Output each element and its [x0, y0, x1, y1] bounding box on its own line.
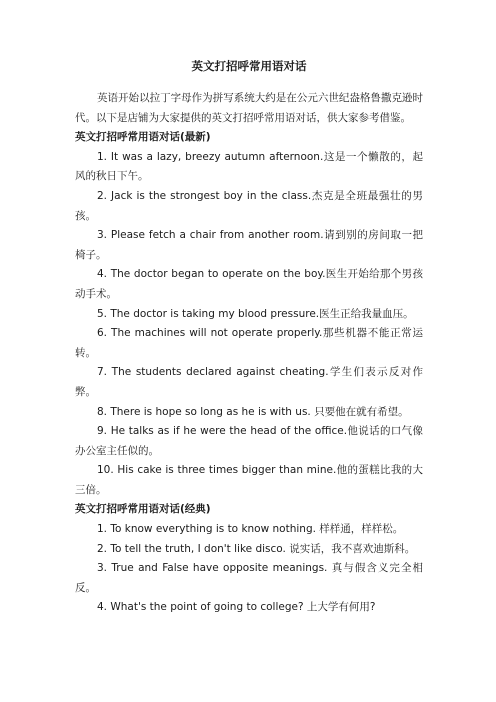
phrase-list: [75, 520, 423, 618]
list-item: 2. To tell the truth, I don't like disco. 说实话，我不喜欢迪斯科。: [97, 542, 416, 555]
list-item: 3. Please fetch a chair from another room.请到别的房间取一把椅子。: [75, 229, 423, 261]
document-title: 英文打招呼常用语对话: [191, 59, 307, 73]
list-item: 5. The doctor is taking my blood pressure.医生正给我量血压。: [97, 307, 414, 320]
list-item: 2. Jack is the strongest boy in the class.杰克是全班最强壮的男孩。: [75, 189, 423, 222]
list-item: 4. The doctor began to operate on the boy.医生开始给那个男孩动手术。: [75, 268, 423, 300]
section-heading: 英文打招呼常用语对话(经典): [75, 503, 211, 516]
list-item: 1. It was a lazy, breezy autumn afternoon.这是一个懒散的，起风的秋日下午。: [75, 150, 423, 183]
list-item: 9. He talks as if he were the head of the office.他说话的口气像办公室主任似的。: [75, 425, 423, 457]
list-item: 8. There is hope so long as he is with us. 只要他在就有希望。: [97, 405, 409, 418]
intro-paragraph: 英语开始以拉丁字母作为拼写系统大约是在公元六世纪盎格鲁撒克逊时代。以下是店铺为大家提供的英文打招呼常用语对话，供大家参考借鉴。: [75, 92, 423, 124]
section-heading: 英文打招呼常用语对话(最新): [75, 131, 211, 144]
list-item: 3. True and False have opposite meanings. 真与假含义完全相反。: [75, 562, 423, 594]
document-page: [75, 58, 423, 618]
list-item: 7. The students declared against cheating.学生们表示反对作弊。: [75, 366, 423, 398]
list-item: 4. What's the point of going to college? 上大学有何用?: [97, 601, 376, 614]
list-item: 10. His cake is three times bigger than mine.他的蛋糕比我的大三倍。: [75, 464, 423, 496]
section-latest: [75, 128, 423, 500]
list-item: 6. The machines will not operate properly.那些机器不能正常运转。: [75, 327, 423, 359]
list-item: 1. To know everything is to know nothing. 样样通，样样松。: [97, 523, 404, 536]
phrase-list: [75, 148, 423, 501]
section-classic: [75, 500, 423, 618]
